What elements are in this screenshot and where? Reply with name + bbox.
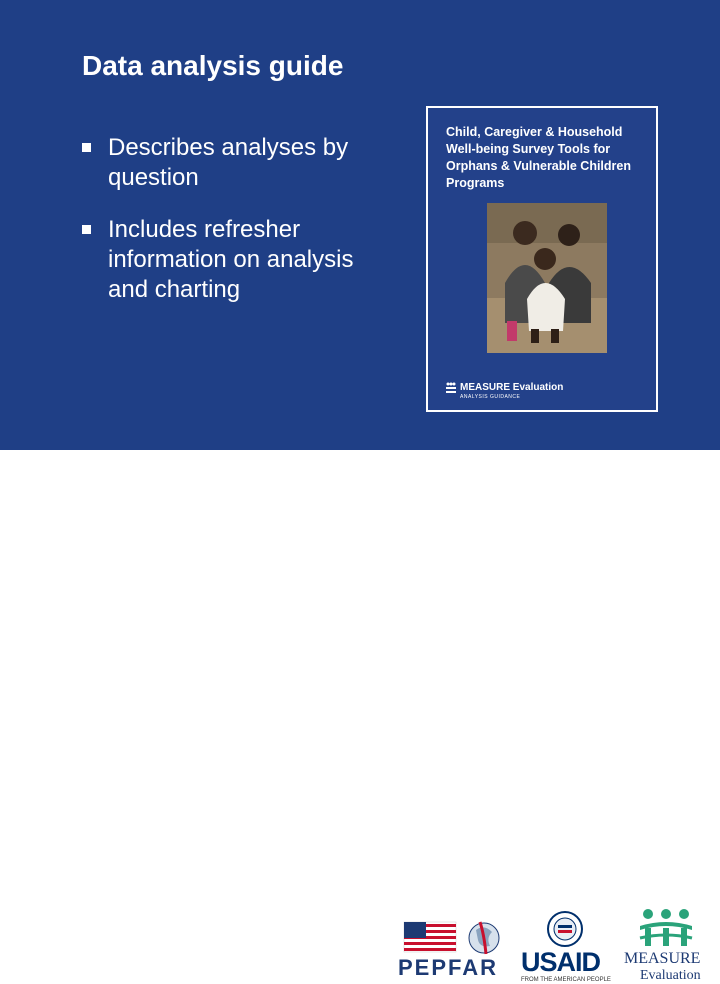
usaid-tagline: FROM THE AMERICAN PEOPLE: [521, 977, 611, 983]
footer-logo-bar: [0, 450, 720, 983]
usaid-seal-icon: [545, 910, 585, 948]
usaid-logo-text: [521, 947, 600, 978]
measure-people-icon: [446, 382, 456, 396]
cover-logo-name: MEASURE Evaluation: [460, 382, 564, 393]
bullet-square-icon: [82, 225, 91, 234]
children-photo: [487, 203, 607, 353]
evaluation-logo-text: Evaluation: [640, 968, 701, 983]
measure-logo-text: MEASURE: [624, 950, 701, 967]
slide-background: [0, 0, 720, 450]
slide-title: Data analysis guide: [82, 50, 344, 81]
report-cover-image: [426, 106, 658, 412]
bullet-square-icon: [82, 143, 91, 152]
bullet-text: Includes refresher information on analysis and charting: [108, 216, 354, 303]
pepfar-flag-globe-icon: [400, 920, 510, 956]
bullet-item: [82, 133, 382, 193]
pepfar-logo-text: PEPFAR: [398, 955, 499, 980]
bullet-item: [82, 215, 382, 305]
measure-evaluation-cover-logo: [446, 382, 564, 401]
bullet-text: Describes analyses by question: [108, 134, 349, 191]
cover-title: Child, Caregiver & Household Well-being Survey Tools for Orphans & Vulnerable Children Programs: [446, 125, 631, 190]
usaid-wordmark: USAID: [521, 947, 601, 977]
bullet-list: [82, 133, 382, 327]
cover-logo-subtitle: ANALYSIS GUIDANCE: [460, 394, 521, 400]
measure-people-logo-icon: [636, 908, 696, 950]
